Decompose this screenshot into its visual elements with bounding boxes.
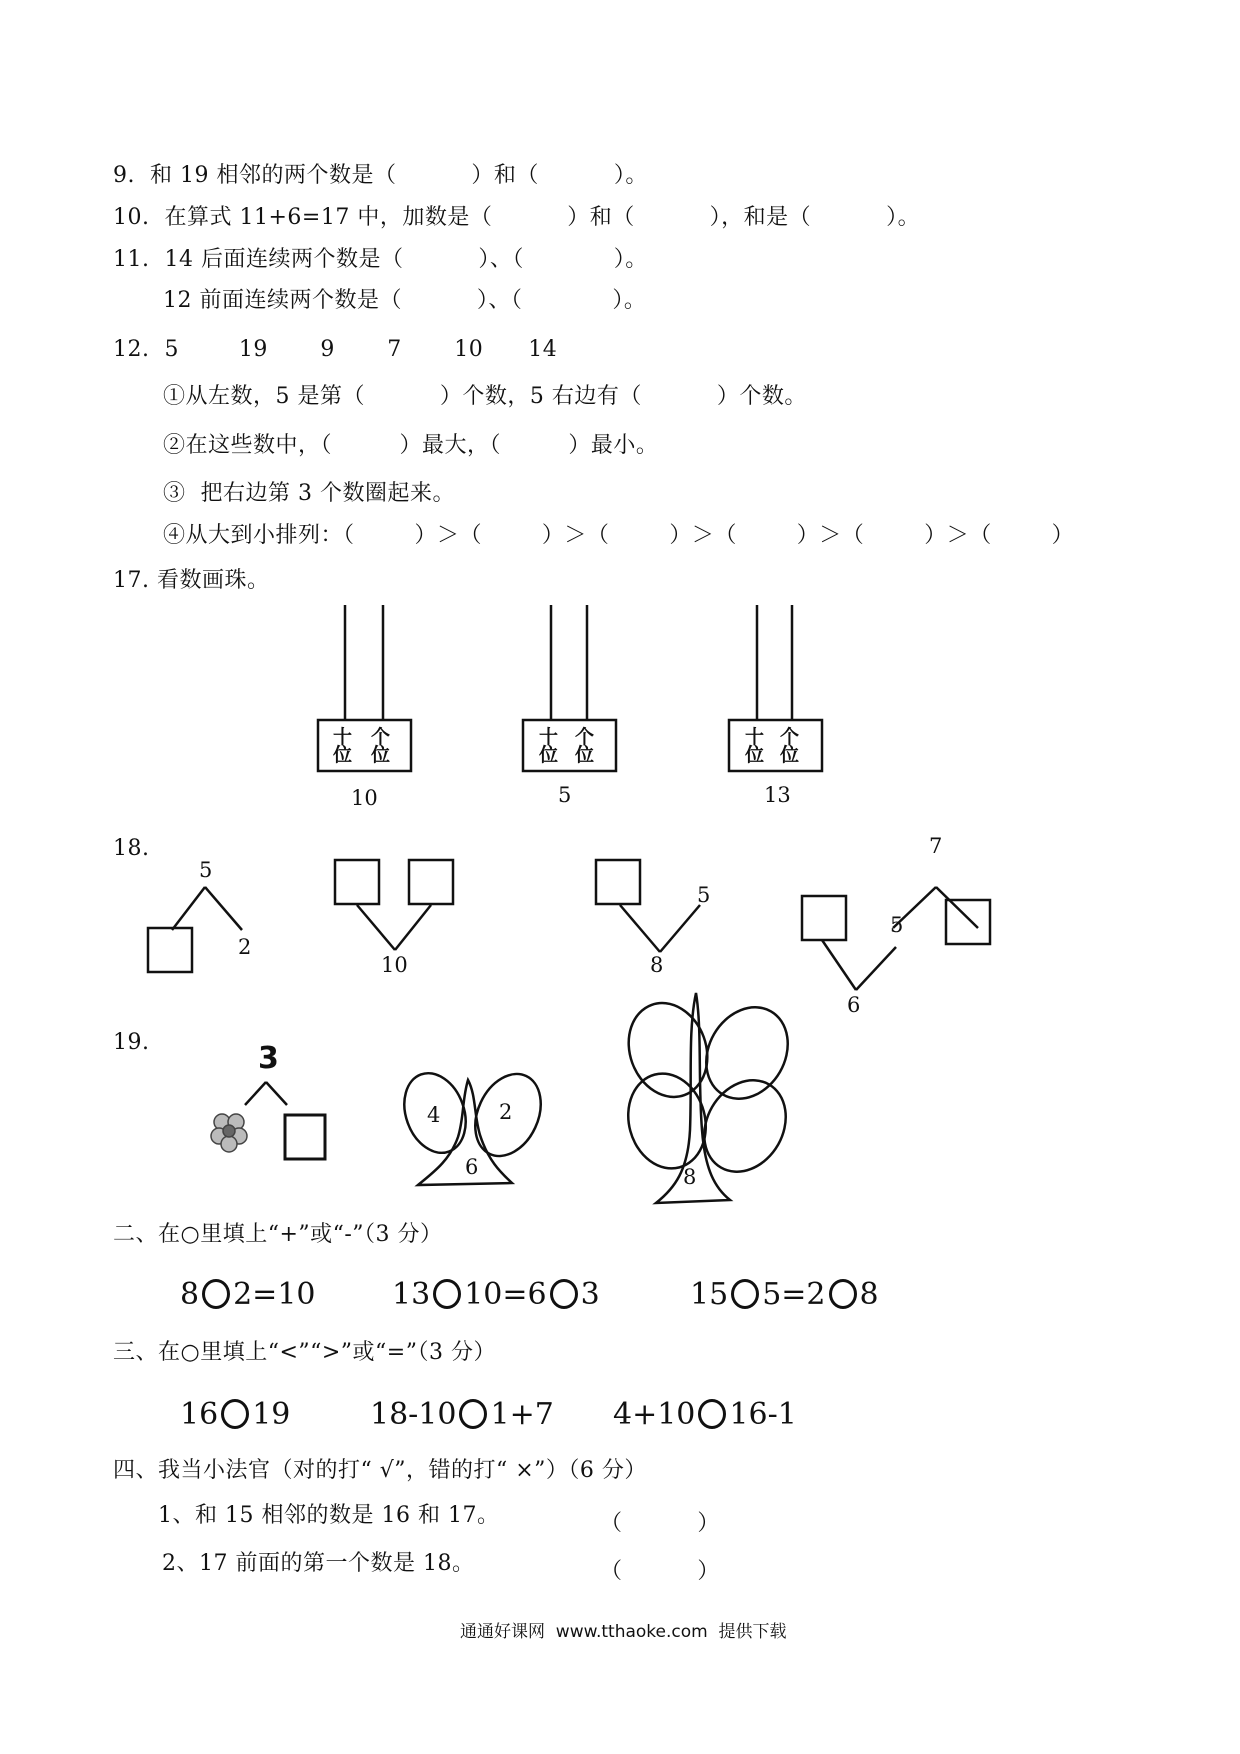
abacus-1-ones-bottom: 位: [371, 744, 391, 766]
section-2-equation-1: [180, 1278, 316, 1312]
tree-drawing: [616, 992, 804, 1203]
equation-3-right: 8: [859, 1277, 879, 1312]
bond-3-bottom: 8: [650, 953, 664, 977]
equation-1-right: 2=10: [233, 1277, 316, 1312]
statement-1-answer[interactable]: （ ）: [600, 1511, 720, 1536]
statement-2-answer[interactable]: （ ）: [600, 1559, 720, 1584]
picture-1-top: 3: [258, 1041, 279, 1076]
abacus-2-ones-top: 个: [575, 726, 595, 748]
butterfly-body-number: 6: [465, 1155, 479, 1179]
comparison-1-right: 19: [252, 1397, 291, 1432]
answer-circle[interactable]: [829, 1279, 857, 1309]
question-19: 19.: [113, 1030, 150, 1055]
abacus-3-tens-bottom: 位: [745, 744, 765, 766]
abacus-1-label: 10: [351, 786, 378, 810]
statement-1: 1、和 15 相邻的数是 16 和 17。: [158, 1503, 500, 1528]
comparison-2-right: 1+7: [490, 1397, 554, 1432]
answer-circle[interactable]: [550, 1279, 578, 1309]
abacus-1-tens-bottom: 位: [333, 744, 353, 766]
question-11-line2: 12 前面连续两个数是（ ）、（ ）。: [163, 288, 647, 313]
answer-circle[interactable]: [459, 1399, 487, 1429]
bond-4-bottom: 6: [847, 993, 861, 1017]
bond-1-top: 5: [199, 858, 213, 882]
section-3-heading: 三、在○里填上“<”“>”或“=”（3 分）: [113, 1340, 496, 1365]
question-9: 9. 和 19 相邻的两个数是（ ）和（ ）。: [113, 163, 648, 188]
abacus-1-tens-top: 十: [333, 726, 353, 748]
answer-circle[interactable]: [433, 1279, 461, 1309]
butterfly-right-number: 2: [499, 1100, 513, 1124]
bond-1-right: 2: [238, 935, 252, 959]
section-4-heading: 四、我当小法官（对的打“ √”，错的打“ ×”）（6 分）: [113, 1458, 647, 1483]
abacus-3-ones-bottom: 位: [780, 744, 800, 766]
abacus-3-ones-top: 个: [780, 726, 800, 748]
abacus-3-label: 13: [764, 783, 791, 807]
flower-icon: [211, 1114, 247, 1152]
bond-3-right: 5: [697, 883, 711, 907]
question-17: 17. 看数画珠。: [113, 568, 270, 593]
equation-2-left: 13: [392, 1277, 431, 1312]
equation-2-middle: 10=6: [464, 1277, 547, 1312]
bond-2-bottom: 10: [381, 953, 408, 977]
question-10: 10. 在算式 11+6=17 中，加数是（ ）和（ ），和是（ ）。: [113, 205, 921, 230]
footer: 通通好课网 www.tthaoke.com 提供下载: [460, 1622, 787, 1642]
section-2-equation-2: [392, 1278, 600, 1312]
comparison-3-left: 4+10: [613, 1397, 696, 1432]
equation-3-middle: 5=2: [762, 1277, 826, 1312]
question-12-part4: ④从大到小排列：（ ）＞（ ）＞（ ）＞（ ）＞（ ）＞（ ）: [163, 523, 1075, 548]
abacus-2-label: 5: [558, 783, 572, 807]
question-12-part3: ③ 把右边第 3 个数圈起来。: [163, 481, 455, 506]
bond-4-middle: 5: [890, 913, 904, 937]
answer-circle[interactable]: [202, 1279, 230, 1309]
answer-circle[interactable]: [221, 1399, 249, 1429]
abacus-2-tens-bottom: 位: [539, 744, 559, 766]
tree-trunk-number: 8: [683, 1165, 697, 1189]
section-3-comparison-1: [180, 1398, 290, 1432]
butterfly-left-number: 4: [427, 1103, 441, 1127]
question-18: 18.: [113, 836, 150, 861]
comparison-1-left: 16: [180, 1397, 219, 1432]
equation-2-right: 3: [580, 1277, 600, 1312]
abacus-3-tens-top: 十: [745, 726, 765, 748]
abacus-2-tens-top: 十: [539, 726, 559, 748]
comparison-3-right: 16-1: [729, 1397, 797, 1432]
question-12-part1: ①从左数，5 是第（ ）个数，5 右边有（ ）个数。: [163, 384, 807, 409]
section-2-equation-3: [690, 1278, 879, 1312]
abacus-1-ones-top: 个: [371, 726, 391, 748]
abacus-2-ones-bottom: 位: [575, 744, 595, 766]
answer-circle[interactable]: [731, 1279, 759, 1309]
equation-1-left: 8: [180, 1277, 200, 1312]
question-12-numbers: 12. 5 19 9 7 10 14: [113, 337, 558, 362]
comparison-2-left: 18-10: [370, 1397, 457, 1432]
bond-4-top: 7: [929, 834, 943, 858]
section-3-comparison-3: [613, 1398, 797, 1432]
question-11-line1: 11. 14 后面连续两个数是（ ）、（ ）。: [113, 247, 648, 272]
section-2-heading: 二、在○里填上“+”或“-”（3 分）: [113, 1222, 443, 1247]
question-12-part2: ②在这些数中，（ ）最大，（ ）最小。: [163, 433, 659, 458]
answer-circle[interactable]: [698, 1399, 726, 1429]
equation-3-left: 15: [690, 1277, 729, 1312]
statement-2: 2、17 前面的第一个数是 18。: [162, 1551, 475, 1576]
section-3-comparison-2: [370, 1398, 554, 1432]
